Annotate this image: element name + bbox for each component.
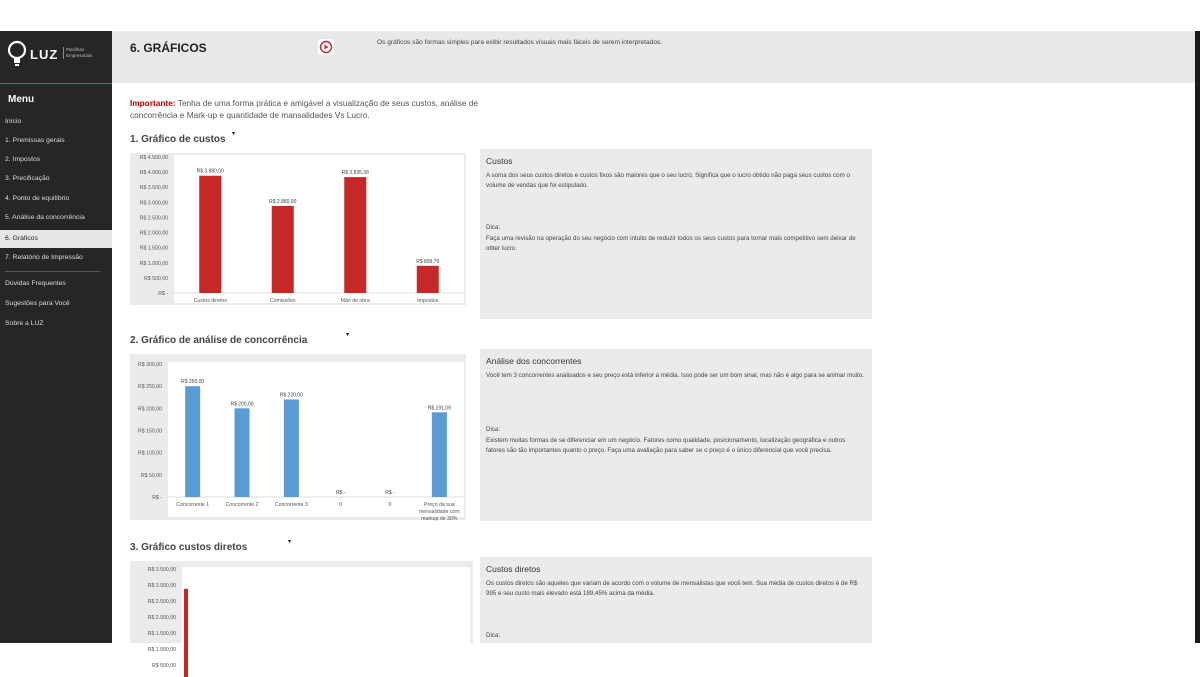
x-tick-label: markup de 30% [421,516,458,522]
y-tick-label: R$ 2.500,00 [147,599,176,605]
sidebar [0,31,112,643]
y-tick-label: R$ 150,00 [138,428,162,435]
menu-title: Menu [8,94,35,105]
sidebar-item-ponto-de-equilibrio[interactable]: 4. Ponto de equilíbrio [5,195,70,202]
panel-custos-diretos [480,557,872,643]
bar [185,386,200,497]
x-tick-label: Concorrente 1 [176,502,210,508]
x-tick-label: Comissões [269,298,296,304]
panel-title: Custos diretos [486,564,541,574]
chart-concorrencia [130,354,466,520]
panel-tip: Existem muitas formas de se diferenciar em um negócio. Fatores como qualidade, posicionamento, localização geográfica e outros fatores são tão importantes quanto o preço. Faça uma avaliação para saber se o preço é o único diferencial que você precisa. [486,437,846,454]
y-tick-label: R$ 4.500,00 [139,155,168,161]
sidebar-item-impostos[interactable]: 2. Impostos [5,156,41,163]
panel-tip-label: Dica: [486,426,501,433]
sidebar-item-premissas-gerais[interactable]: 1. Premissas gerais [5,137,65,144]
data-label: R$ 2.880,00 [269,198,297,205]
play-icon [318,39,334,55]
sidebar-item-duvidas-frequentes[interactable]: Dúvidas Frequentes [5,280,66,287]
mouse-cursor: ▾ [346,332,350,338]
panel-tip: Faça uma revisão na operação do seu negócio com intuito de reduzir todos os seus custos para tornar mais competitivo sem deixar de obter lucro. [486,235,856,252]
data-label: R$ 899,79 [416,258,440,265]
x-tick-label: 0 [388,502,392,508]
section-title-custos-diretos: 3. Gráfico custos diretos [130,542,248,553]
panel-title: Custos [486,156,513,166]
page-header [112,31,1195,83]
bar [184,589,188,677]
bar [272,206,294,293]
y-tick-label: R$ 300,00 [138,362,162,368]
y-tick-label: R$ 3.500,00 [147,567,176,573]
important-text: Tenha de uma forma prática e amigável a visualização de seus custos, análise de concorrência e Mark-up e quantidade de mansalidades Vs Lucro. [130,98,479,120]
y-tick-label: R$ 1.000,00 [147,647,176,653]
data-label: R$ - [335,490,346,496]
plot-area [182,567,470,677]
y-tick-label: R$ 3.500,00 [139,185,168,192]
data-label: R$ 220,00 [279,392,303,399]
app-window [0,31,1195,669]
y-tick-label: R$ 250,00 [138,384,162,391]
lightbulb-icon [6,40,28,68]
menu-divider [5,271,100,272]
y-tick-label: R$ 1.500,00 [147,631,176,637]
y-tick-label: R$ 3.000,00 [147,583,176,589]
y-tick-label: R$ 2.500,00 [139,215,168,222]
panel-custos [480,149,872,319]
y-tick-label: R$ - [158,291,168,297]
data-label: R$ 250,00 [181,379,205,386]
x-tick-label: Custos diretos [193,298,227,304]
y-tick-label: R$ 100,00 [138,450,162,457]
y-tick-label: R$ 500,00 [152,663,176,669]
panel-concorrentes [480,349,872,521]
header-description: Os gráficos são formas simples para exibir resultados visuais mais fáceis de serem interpretados. [377,39,663,46]
panel-text: A soma dos seus custos diretos e custos fixos são maiores que o seu lucro. Significa que o lucro obtido não paga seus custos com o volume de vendas que foi estipulado. [486,172,850,189]
sidebar-item-analise-concorrencia[interactable]: 5. Análise da concorrência [5,214,85,221]
bar [432,412,447,497]
bar [235,408,250,497]
logo-tagline: Planilhas Empresariais [63,47,106,59]
x-tick-label: Impostos [417,298,439,304]
section-title-concorrencia: 2. Gráfico de análise de concorrência [130,335,308,346]
panel-text: Os custos diretos são aqueles que variam de acordo com o volume de mensalistas que você tem. Sua média de custos diretos é de R$ 995 e seu custo mais elevado está 189,45% acima da média. [486,580,858,597]
sidebar-item-graficos[interactable]: 6. Gráficos [0,230,112,248]
panel-tip-label: Dica: [486,224,501,231]
chart-custos [130,153,466,305]
important-note [130,97,490,121]
sidebar-item-precificacao[interactable]: 3. Precificação [5,175,50,182]
page-title: 6. GRÁFICOS [130,41,207,55]
panel-title: Análise dos concorrentes [486,356,582,366]
data-label: R$ 3.880,00 [196,168,224,175]
plot-area [168,362,464,517]
window-edge [1195,31,1200,643]
x-tick-label: Concorrente 2 [225,502,259,508]
y-tick-label: R$ 1.500,00 [139,245,168,252]
sidebar-item-sobre-luz[interactable]: Sobre a LUZ [5,320,44,327]
data-label: R$ 191,09 [427,405,451,412]
x-tick-label: Mão de obra [340,298,370,304]
play-button[interactable] [318,39,334,55]
y-tick-label: R$ 4.000,00 [139,170,168,177]
important-label: Importante: [130,98,176,108]
y-tick-label: R$ 1.000,00 [139,260,168,267]
y-tick-label: R$ 2.000,00 [139,230,168,237]
bar [344,177,366,293]
y-tick-label: R$ - [152,495,162,501]
x-tick-label: Concorrente 3 [274,502,308,508]
x-tick-label: mensalidade com [418,509,460,515]
logo-name: LUZ [30,47,59,62]
data-label: R$ 200,00 [230,401,254,408]
data-label: R$ - [385,490,395,496]
sidebar-item-relatorio-impressao[interactable]: 7. Relatório de Impressão [5,254,83,261]
chart-custos-diretos [130,561,473,669]
panel-text: Você tem 3 concorrentes analisados e seu preço está inferior a média. Isso pode ser um bom sinal, mas não é algo para se animar muito. [486,372,864,379]
section-title-custos: 1. Gráfico de custos [130,134,226,145]
x-tick-label: Preço da sua [424,502,455,508]
x-tick-label: 0 [339,502,343,508]
bar [199,176,221,293]
mouse-cursor: ▾ [288,539,292,545]
sidebar-item-inicio[interactable]: Início [5,118,22,125]
y-tick-label: R$ 200,00 [138,406,162,413]
sidebar-item-sugestoes[interactable]: Sugestões para Você [5,300,70,307]
luz-logo [0,31,112,84]
panel-tip-label: Dica: [486,632,501,639]
bar [284,399,299,497]
data-label: R$ 3.835,38 [341,170,369,177]
y-tick-label: R$ 2.000,00 [147,615,176,621]
y-tick-label: R$ 50,00 [140,472,162,479]
bar [417,266,439,293]
mouse-cursor: ▾ [232,131,236,137]
y-tick-label: R$ 500,00 [144,275,168,282]
y-tick-label: R$ 3.000,00 [139,200,168,207]
